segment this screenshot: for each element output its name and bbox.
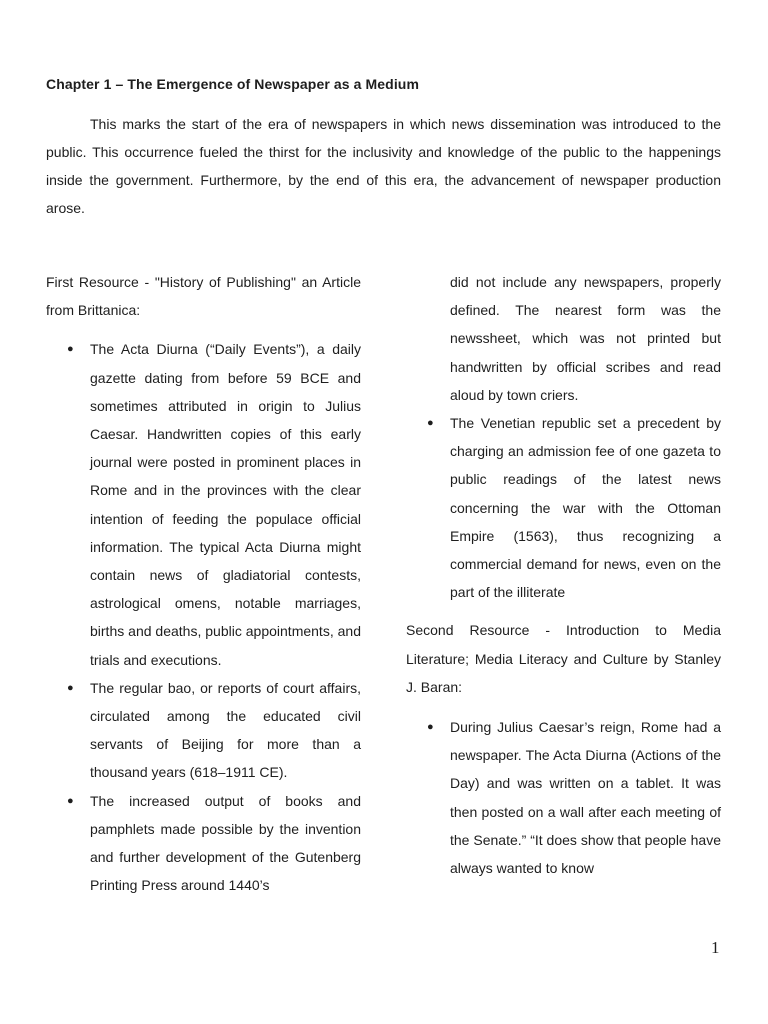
list-item: ● The Acta Diurna (“Daily Events”), a daily gazette dating from before 59 BCE and sometimes attributed in origin to Julius Caesar. Handwritten copies of this early journal were posted in prominent places in Rome and in the provinces with the clear intention of feeding the populace official information. The typical Acta Diurna might contain news of gladiatorial contests, astrological omens, notable marriages, births and deaths, public appointments, and trials and executions. [46, 335, 361, 673]
bullet-icon: ● [427, 721, 434, 734]
bullet-icon: ● [67, 794, 74, 807]
second-resource-label: Second Resource - Introduction to Media Literature; Media Literacy and Culture by Stanley J. Baran: [406, 622, 721, 695]
left-column [46, 268, 361, 899]
bullet-icon: ● [67, 681, 74, 694]
chapter-heading: Chapter 1 – The Emergence of Newspaper as a Medium [46, 76, 420, 92]
list-item: ● During Julius Caesar’s reign, Rome had a newspaper. The Acta Diurna (Actions of the Day) and was written on a tablet. It was then posted on a wall after each meeting of the Senate.” “It does show that people have always wanted to know [406, 713, 721, 882]
first-resource-list [46, 335, 361, 899]
first-resource-list-continued [406, 409, 721, 606]
first-resource-label: First Resource - "History of Publishing" an Article from Brittanica: [46, 274, 361, 319]
list-item: ● The Venetian republic set a precedent by charging an admission fee of one gazeta to public readings of the latest news concerning the war with the Ottoman Empire (1563), thus recognizing a commercial demand for news, even on the part of the illiterate [406, 409, 721, 606]
list-item: ● The increased output of books and pamphlets made possible by the invention and further development of the Gutenberg Printing Press around 1440’s [46, 787, 361, 900]
right-column [406, 268, 721, 882]
bullet-icon: ● [427, 417, 434, 430]
second-resource-list [406, 713, 721, 882]
page-number: 1 [711, 938, 720, 957]
bullet-icon: ● [67, 343, 74, 356]
list-continuation: did not include any newspapers, properly defined. The nearest form was the newssheet, which was not printed but handwritten by official scribes and read aloud by town criers. [450, 274, 721, 403]
list-item: ● The regular bao, or reports of court affairs, circulated among the educated civil servants of Beijing for more than a thousand years (618–1911 CE). [46, 674, 361, 787]
intro-paragraph: This marks the start of the era of newspapers in which news dissemination was introduced to the public. This occurrence fueled the thirst for the inclusivity and knowledge of the public to the happenings inside the government. Furthermore, by the end of this era, the advancement of newspaper production arose. [46, 116, 721, 216]
